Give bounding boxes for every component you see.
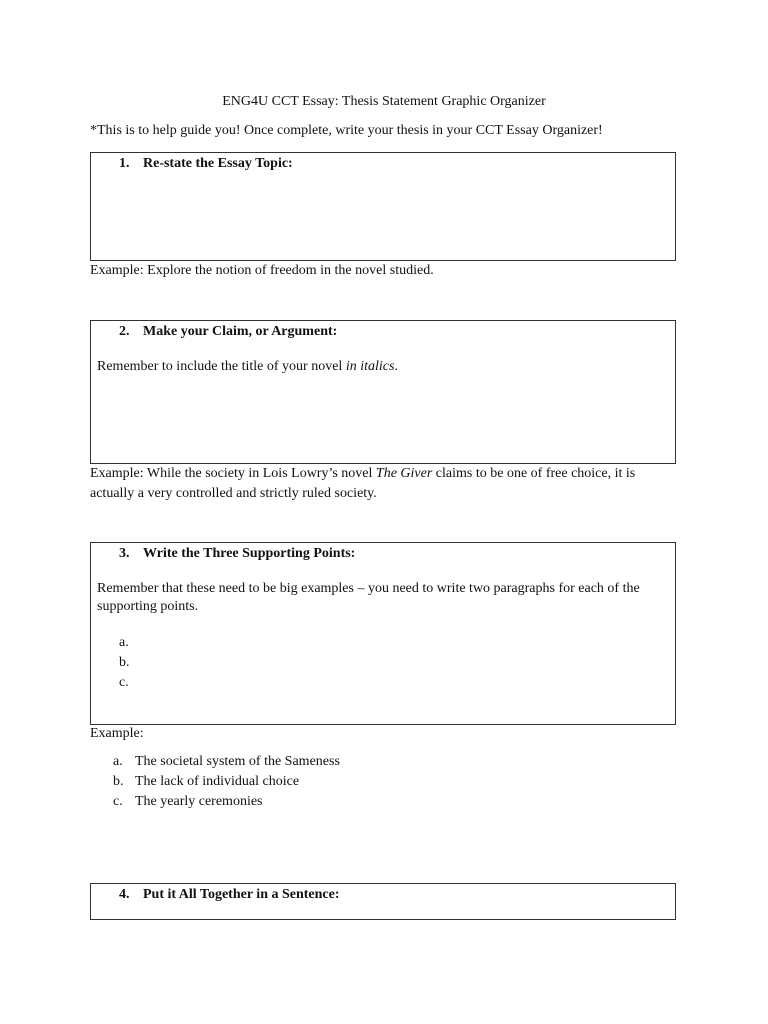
section-2-instruction (97, 358, 669, 376)
section-1-number: 1. (119, 156, 130, 171)
section-4-number: 4. (119, 887, 130, 902)
instruction-text-end: . (394, 359, 398, 374)
topic-box[interactable] (90, 152, 676, 261)
claim-box[interactable] (90, 320, 676, 464)
section-3-instruction: Remember that these need to be big examples – you need to write two paragraphs for each of the supporting points. (97, 581, 640, 614)
section-4-heading (119, 887, 340, 903)
section-2-heading-text: Make your Claim, or Argument: (143, 324, 338, 339)
supporting-points-box[interactable] (90, 542, 676, 725)
list-item (113, 752, 340, 772)
section-4-heading-text: Put it All Together in a Sentence: (143, 887, 340, 902)
list-item[interactable] (119, 653, 141, 673)
list-item (113, 772, 340, 792)
section-2-example (90, 464, 680, 504)
section-3-heading-text: Write the Three Supporting Points: (143, 546, 356, 561)
instruction-text: Remember to include the title of your novel (97, 359, 346, 374)
section-3-heading (119, 546, 355, 562)
intro-text: *This is to help guide you! Once complete, write your thesis in your CCT Essay Organizer! (90, 123, 603, 138)
example-text: Example: While the society in Lois Lowry’s novel (90, 466, 376, 481)
list-item-text: The lack of individual choice (135, 774, 300, 789)
list-item-text: The societal system of the Sameness (135, 754, 340, 769)
sentence-box[interactable] (90, 883, 676, 920)
list-item-text: The yearly ceremonies (135, 794, 263, 809)
section-2-heading (119, 324, 337, 340)
instruction-italic: in italics (345, 359, 395, 374)
list-marker: b. (113, 774, 124, 789)
list-marker: b. (119, 655, 130, 670)
section-3-example-label: Example: (90, 726, 144, 741)
blank-points-list (119, 633, 141, 693)
list-marker: a. (113, 754, 123, 769)
novel-title: The Giver (375, 466, 433, 481)
list-item[interactable] (119, 633, 141, 653)
example-text-end: claims to be one of free choice, it is actually a very controlled and strictly ruled society. (90, 466, 636, 501)
list-item[interactable] (119, 673, 141, 693)
section-2-number: 2. (119, 324, 130, 339)
list-marker: c. (119, 675, 129, 690)
list-item (113, 792, 340, 812)
document-title: ENG4U CCT Essay: Thesis Statement Graphic Organizer (222, 94, 546, 109)
section-1-example: Example: Explore the notion of freedom in the novel studied. (90, 263, 434, 278)
section-1-heading (119, 156, 293, 172)
list-marker: c. (113, 794, 123, 809)
section-3-number: 3. (119, 546, 130, 561)
section-1-heading-text: Re-state the Essay Topic: (143, 156, 293, 171)
list-marker: a. (119, 635, 129, 650)
example-points-list (113, 752, 340, 812)
